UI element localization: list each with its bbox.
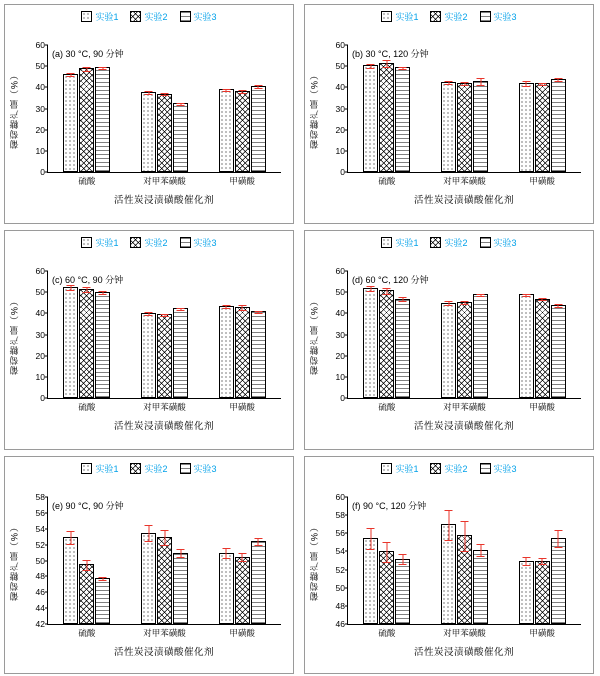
legend-label: 实验2	[144, 12, 168, 22]
plot-area	[305, 253, 593, 449]
axes	[335, 40, 581, 186]
y-axis-label: 葡萄糖产量（%）	[309, 521, 320, 601]
bar	[519, 294, 534, 398]
error-bar	[70, 73, 71, 77]
error-bar	[448, 301, 449, 306]
bar	[173, 553, 188, 624]
bar	[551, 79, 566, 172]
bar	[173, 308, 188, 398]
error-bar	[164, 314, 165, 317]
legend-item-3	[180, 10, 217, 23]
x-axis-label: 活性炭浸渍磺酸催化剂	[113, 421, 214, 432]
panel-title: (f) 90 °C, 120 分钟	[352, 501, 427, 511]
x-tick-label: 对甲苯磺酸	[443, 176, 486, 186]
y-axis-label: 葡萄糖产量（%）	[309, 69, 320, 149]
y-tick-label: 44	[35, 603, 45, 614]
bar	[95, 578, 110, 624]
error-bar	[164, 530, 165, 546]
error-bar	[258, 538, 259, 546]
bar	[473, 294, 488, 398]
bar-group	[503, 45, 581, 186]
legend-item-3	[480, 462, 517, 475]
bar	[379, 551, 394, 624]
bar-group	[426, 271, 504, 412]
error-bar	[402, 297, 403, 302]
legend-item-3	[180, 236, 217, 249]
error-bar	[258, 311, 259, 314]
error-bar	[86, 287, 87, 292]
y-tick-label: 40	[335, 82, 345, 93]
plot-area	[305, 27, 593, 223]
legend-swatch-horizontal-lines-icon	[480, 237, 491, 248]
error-bar	[242, 90, 243, 94]
bar	[457, 535, 472, 624]
legend-label: 实验2	[444, 464, 468, 474]
error-bar	[70, 285, 71, 290]
error-bar	[542, 298, 543, 302]
y-tick-label: 54	[35, 523, 45, 534]
legend-swatch-horizontal-lines-icon	[180, 11, 191, 22]
bar	[157, 537, 172, 624]
chart-panel-1	[300, 0, 600, 226]
legend-label: 实验3	[193, 12, 217, 22]
plot-area	[305, 479, 593, 673]
y-tick-label: 20	[35, 124, 45, 135]
legend-item-1	[381, 462, 418, 475]
error-bar	[386, 288, 387, 295]
chart-panel-5	[300, 452, 600, 676]
legend-swatch-cross-hatch-icon	[430, 237, 441, 248]
legend-swatch-horizontal-lines-icon	[180, 237, 191, 248]
error-bar	[148, 525, 149, 542]
axes	[335, 266, 581, 412]
error-bar	[180, 103, 181, 106]
bar	[63, 287, 78, 398]
legend-item-2	[130, 236, 167, 249]
y-tick-label: 0	[340, 167, 345, 177]
x-tick-label: 硫酸	[378, 176, 396, 186]
legend-swatch-cross-hatch-icon	[130, 237, 141, 248]
x-axis-label: 活性炭浸渍磺酸催化剂	[413, 421, 514, 432]
y-tick-label: 30	[35, 103, 45, 114]
y-tick-label: 0	[40, 393, 45, 403]
legend-label: 实验1	[395, 12, 419, 22]
y-tick-label: 56	[335, 528, 345, 539]
y-axis-label: 葡萄糖产量（%）	[9, 295, 20, 375]
bar	[141, 313, 156, 398]
legend-item-2	[430, 236, 467, 249]
y-axis-label: 葡萄糖产量（%）	[9, 69, 20, 149]
error-bar	[480, 78, 481, 85]
bar	[441, 303, 456, 398]
x-tick-label: 对甲苯磺酸	[143, 628, 186, 638]
legend-item-3	[180, 462, 217, 475]
chart-panel-3	[300, 226, 600, 452]
y-tick-label: 10	[35, 371, 45, 382]
bar	[235, 557, 250, 624]
panel-title: (a) 30 °C, 90 分钟	[52, 49, 124, 59]
bar	[395, 67, 410, 172]
panel-title: (e) 90 °C, 90 分钟	[52, 501, 124, 511]
bar-group	[48, 271, 126, 412]
legend-label: 实验1	[395, 464, 419, 474]
bar	[457, 83, 472, 172]
error-bar	[464, 82, 465, 86]
bar-group	[203, 271, 281, 412]
legend-swatch-cross-hatch-icon	[430, 11, 441, 22]
error-bar	[102, 67, 103, 70]
legend-label: 实验3	[493, 464, 517, 474]
bar	[95, 67, 110, 172]
y-axis-label: 葡萄糖产量（%）	[9, 521, 20, 601]
bar	[141, 533, 156, 624]
legend	[305, 462, 593, 475]
y-tick-label: 50	[335, 582, 345, 593]
legend	[305, 236, 593, 249]
legend-swatch-cross-hatch-icon	[130, 463, 141, 474]
bar-group	[48, 497, 126, 638]
error-bar	[102, 577, 103, 581]
error-bar	[70, 531, 71, 545]
panel-border	[304, 456, 594, 674]
error-bar	[402, 67, 403, 70]
x-tick-label: 硫酸	[78, 628, 96, 638]
y-tick-label: 10	[335, 145, 345, 156]
legend	[305, 10, 593, 23]
bar-group	[348, 497, 426, 638]
bar	[251, 311, 266, 398]
legend-label: 实验2	[444, 238, 468, 248]
legend-label: 实验2	[144, 464, 168, 474]
legend-label: 实验1	[95, 238, 119, 248]
y-tick-label: 50	[35, 61, 45, 72]
bar	[219, 306, 234, 398]
panel-border	[304, 4, 594, 224]
legend-item-2	[430, 462, 467, 475]
error-bar	[558, 530, 559, 548]
bar-group	[348, 271, 426, 412]
error-bar	[148, 312, 149, 316]
bar	[219, 553, 234, 624]
bar	[363, 538, 378, 624]
y-tick-label: 0	[340, 393, 345, 403]
error-bar	[180, 308, 181, 311]
y-tick-label: 46	[35, 587, 45, 598]
error-bar	[480, 544, 481, 556]
y-tick-label: 30	[35, 329, 45, 340]
y-tick-label: 58	[335, 510, 345, 521]
bar-group	[503, 497, 581, 638]
y-tick-label: 50	[35, 555, 45, 566]
error-bar	[558, 78, 559, 83]
error-bar	[164, 93, 165, 96]
bar-groups	[348, 497, 581, 638]
y-tick-label: 60	[335, 492, 345, 502]
y-tick-label: 60	[35, 266, 45, 276]
legend-label: 实验1	[95, 464, 119, 474]
bar-group	[348, 45, 426, 186]
x-tick-label: 甲磺酸	[529, 176, 555, 186]
y-tick-label: 30	[335, 329, 345, 340]
bar	[395, 559, 410, 624]
bar	[363, 288, 378, 398]
bar	[63, 74, 78, 172]
y-tick-label: 20	[35, 350, 45, 361]
axes	[35, 266, 281, 412]
bar	[535, 83, 550, 172]
error-bar	[464, 301, 465, 305]
y-tick-label: 50	[35, 287, 45, 298]
error-bar	[448, 81, 449, 85]
bar	[395, 299, 410, 398]
bar	[235, 91, 250, 172]
axes	[35, 492, 281, 638]
bar	[173, 103, 188, 172]
x-tick-label: 硫酸	[78, 176, 96, 186]
error-bar	[242, 553, 243, 561]
error-bar	[370, 286, 371, 291]
error-bar	[386, 60, 387, 69]
error-bar	[86, 560, 87, 571]
axes	[335, 492, 581, 638]
x-axis-label: 活性炭浸渍磺酸催化剂	[413, 647, 514, 658]
y-tick-label: 40	[35, 82, 45, 93]
error-bar	[86, 67, 87, 72]
x-tick-label: 甲磺酸	[229, 176, 255, 186]
panel-border	[4, 456, 294, 674]
bar-group	[503, 271, 581, 412]
bar	[535, 561, 550, 625]
error-bar	[464, 521, 465, 552]
y-tick-label: 52	[335, 564, 345, 575]
y-tick-label: 20	[335, 350, 345, 361]
legend-swatch-dotted-icon	[81, 463, 92, 474]
legend-swatch-dotted-icon	[81, 237, 92, 248]
error-bar	[526, 294, 527, 297]
y-tick-label: 58	[35, 492, 45, 502]
legend-swatch-horizontal-lines-icon	[480, 463, 491, 474]
y-tick-label: 50	[335, 287, 345, 298]
bar	[519, 561, 534, 625]
bar-group	[48, 45, 126, 186]
bar	[251, 541, 266, 624]
legend-label: 实验1	[95, 12, 119, 22]
x-tick-label: 甲磺酸	[229, 628, 255, 638]
legend-label: 实验2	[144, 238, 168, 248]
legend-item-1	[381, 236, 418, 249]
legend-swatch-dotted-icon	[381, 463, 392, 474]
x-tick-label: 硫酸	[378, 402, 396, 412]
panel-border	[4, 230, 294, 450]
bar-groups	[48, 45, 281, 186]
legend	[5, 462, 293, 475]
legend-swatch-dotted-icon	[381, 11, 392, 22]
legend-label: 实验3	[193, 238, 217, 248]
x-axis-label: 活性炭浸渍磺酸催化剂	[413, 195, 514, 206]
error-bar	[226, 548, 227, 559]
y-tick-label: 50	[335, 61, 345, 72]
legend-label: 实验3	[493, 238, 517, 248]
error-bar	[226, 89, 227, 92]
y-tick-label: 46	[335, 619, 345, 629]
legend-item-3	[480, 10, 517, 23]
error-bar	[226, 305, 227, 309]
error-bar	[370, 528, 371, 550]
legend-label: 实验3	[193, 464, 217, 474]
chart-panel-0	[0, 0, 300, 226]
error-bar	[180, 549, 181, 558]
bar-group	[126, 271, 204, 412]
bar	[79, 289, 94, 398]
panel-title: (d) 60 °C, 120 分钟	[352, 275, 429, 285]
x-axis-label: 活性炭浸渍磺酸催化剂	[113, 647, 214, 658]
bar-group	[203, 45, 281, 186]
legend-label: 实验3	[493, 12, 517, 22]
x-tick-label: 硫酸	[378, 628, 396, 638]
bar	[441, 524, 456, 624]
error-bar	[102, 291, 103, 295]
x-tick-label: 对甲苯磺酸	[143, 402, 186, 412]
x-tick-label: 对甲苯磺酸	[143, 176, 186, 186]
x-tick-label: 对甲苯磺酸	[443, 402, 486, 412]
error-bar	[148, 91, 149, 95]
chart-panel-4	[0, 452, 300, 676]
legend-swatch-cross-hatch-icon	[430, 463, 441, 474]
panel-border	[304, 230, 594, 450]
legend	[5, 236, 293, 249]
legend-item-2	[130, 462, 167, 475]
legend-item-2	[130, 10, 167, 23]
bar	[63, 537, 78, 624]
plot-area	[5, 253, 293, 449]
y-tick-label: 40	[35, 308, 45, 319]
y-tick-label: 40	[335, 308, 345, 319]
legend-swatch-horizontal-lines-icon	[480, 11, 491, 22]
bar-group	[126, 45, 204, 186]
legend-item-1	[81, 236, 118, 249]
bar	[457, 302, 472, 398]
x-tick-label: 甲磺酸	[229, 402, 255, 412]
bar	[535, 299, 550, 398]
bar-groups	[48, 497, 281, 638]
bar	[235, 307, 250, 398]
error-bar	[448, 510, 449, 541]
bar	[519, 83, 534, 172]
y-tick-label: 0	[40, 167, 45, 177]
bar	[441, 82, 456, 172]
legend-swatch-horizontal-lines-icon	[180, 463, 191, 474]
bar	[379, 290, 394, 398]
bar	[551, 305, 566, 398]
y-tick-label: 48	[335, 600, 345, 611]
axes	[35, 40, 281, 186]
bar	[79, 564, 94, 624]
y-tick-label: 10	[335, 371, 345, 382]
y-tick-label: 54	[335, 546, 345, 557]
y-tick-label: 60	[335, 40, 345, 50]
legend-swatch-cross-hatch-icon	[130, 11, 141, 22]
y-tick-label: 48	[35, 571, 45, 582]
legend-item-2	[430, 10, 467, 23]
y-tick-label: 60	[35, 40, 45, 50]
bar	[141, 92, 156, 172]
legend-label: 实验2	[444, 12, 468, 22]
bar	[79, 68, 94, 172]
panel-title: (c) 60 °C, 90 分钟	[52, 275, 124, 285]
bar	[251, 86, 266, 172]
y-axis-label: 葡萄糖产量（%）	[309, 295, 320, 375]
bar	[157, 94, 172, 172]
bar	[363, 65, 378, 172]
y-tick-label: 52	[35, 539, 45, 550]
bar-group	[426, 497, 504, 638]
error-bar	[480, 294, 481, 297]
error-bar	[370, 64, 371, 69]
error-bar	[386, 542, 387, 562]
y-tick-label: 10	[35, 145, 45, 156]
chart-panel-2	[0, 226, 300, 452]
bar	[379, 63, 394, 172]
x-tick-label: 对甲苯磺酸	[443, 628, 486, 638]
bar-group	[126, 497, 204, 638]
bar	[157, 314, 172, 398]
error-bar	[258, 85, 259, 89]
bar-groups	[348, 45, 581, 186]
error-bar	[558, 304, 559, 309]
y-tick-label: 42	[35, 619, 45, 629]
legend-item-1	[81, 462, 118, 475]
legend-swatch-dotted-icon	[81, 11, 92, 22]
x-tick-label: 甲磺酸	[529, 628, 555, 638]
legend	[5, 10, 293, 23]
y-tick-label: 60	[335, 266, 345, 276]
bar	[95, 292, 110, 398]
error-bar	[542, 558, 543, 565]
legend-item-1	[81, 10, 118, 23]
bar	[473, 550, 488, 624]
legend-item-3	[480, 236, 517, 249]
bar-group	[203, 497, 281, 638]
plot-area	[5, 27, 293, 223]
bar-group	[426, 45, 504, 186]
error-bar	[242, 305, 243, 311]
error-bar	[526, 557, 527, 566]
panel-title: (b) 30 °C, 120 分钟	[352, 49, 429, 59]
y-tick-label: 56	[35, 507, 45, 518]
legend-swatch-dotted-icon	[381, 237, 392, 248]
error-bar	[526, 81, 527, 87]
bar-groups	[348, 271, 581, 412]
y-tick-label: 20	[335, 124, 345, 135]
bar	[473, 81, 488, 172]
plot-area	[5, 479, 293, 673]
error-bar	[542, 83, 543, 86]
panel-border	[4, 4, 294, 224]
legend-label: 实验1	[395, 238, 419, 248]
bar	[219, 89, 234, 172]
x-tick-label: 甲磺酸	[529, 402, 555, 412]
x-tick-label: 硫酸	[78, 402, 96, 412]
legend-item-1	[381, 10, 418, 23]
x-axis-label: 活性炭浸渍磺酸催化剂	[113, 195, 214, 206]
bar	[551, 538, 566, 624]
error-bar	[402, 554, 403, 565]
bar-groups	[48, 271, 281, 412]
y-tick-label: 30	[335, 103, 345, 114]
